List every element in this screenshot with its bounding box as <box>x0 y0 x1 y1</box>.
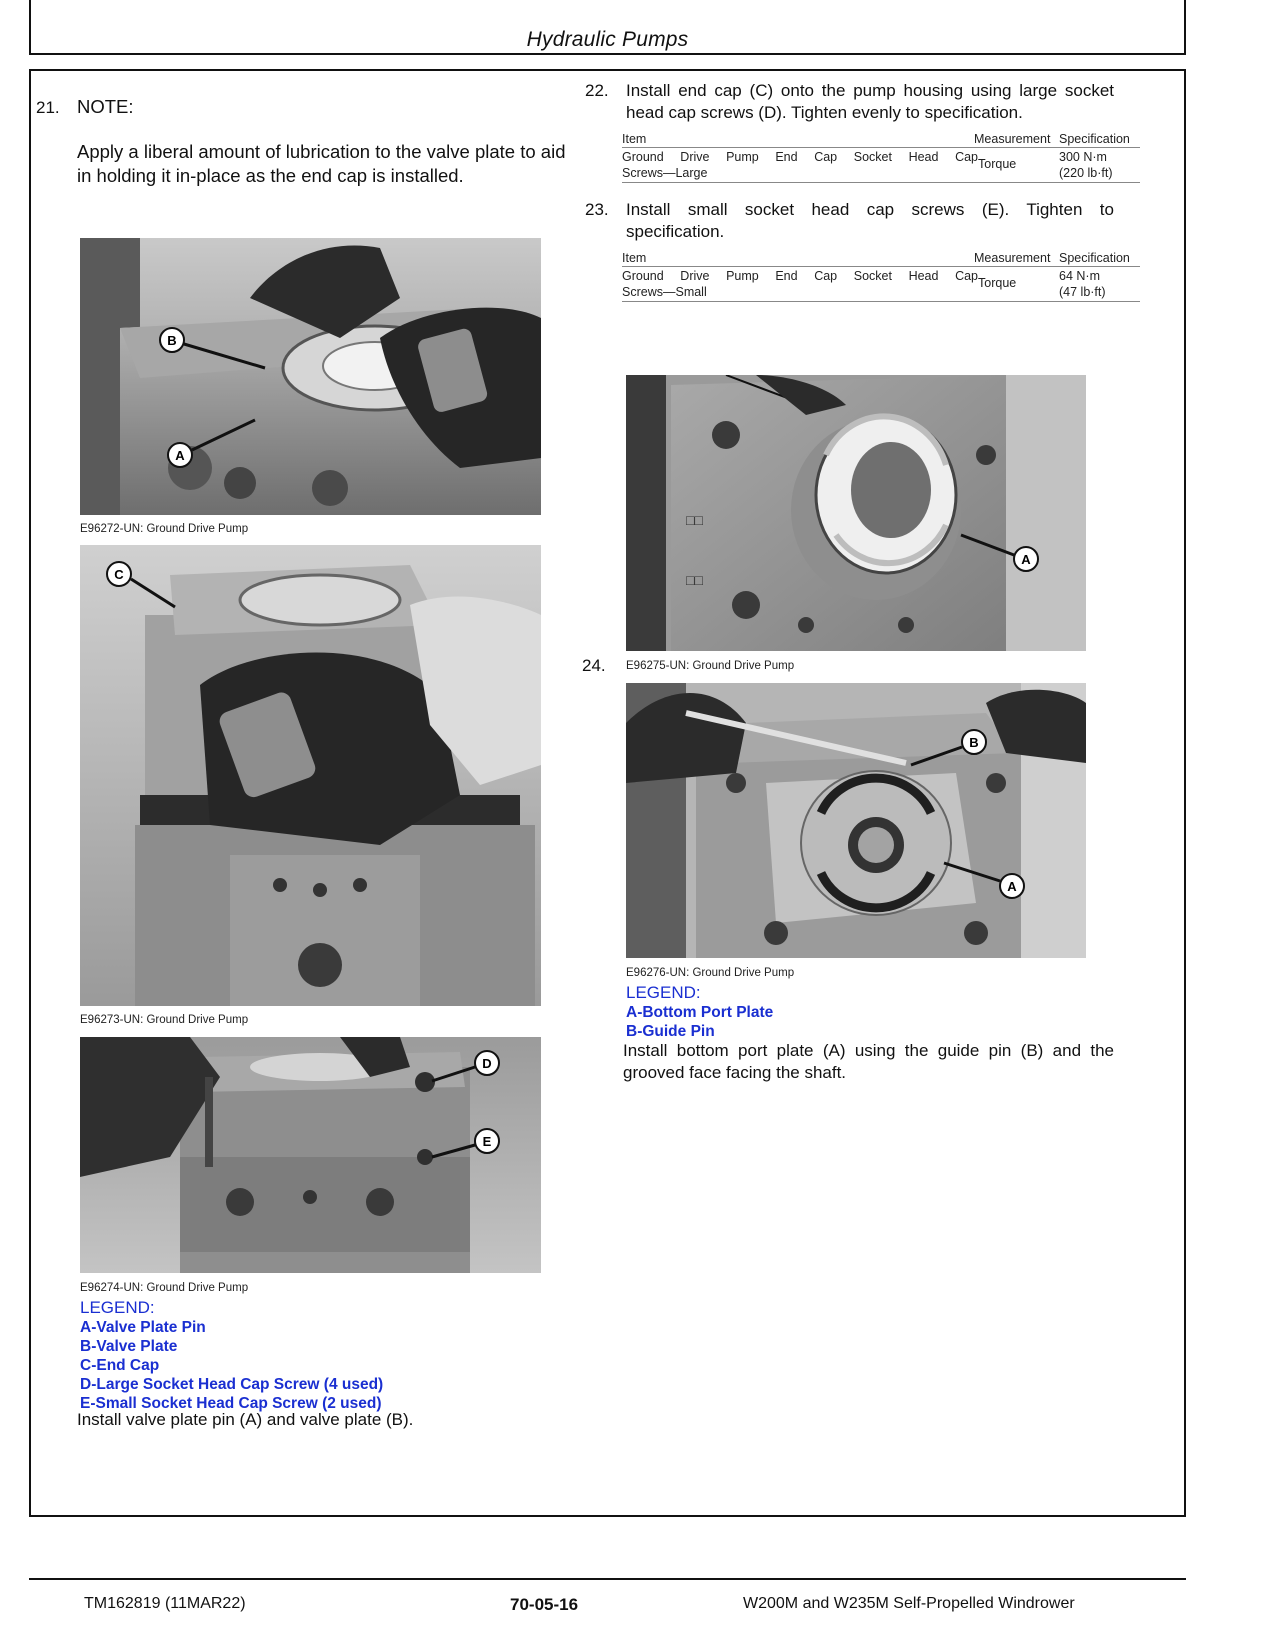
legend-item: B-Guide Pin <box>626 1023 715 1040</box>
spec-measurement-cell: Torque <box>978 276 1017 290</box>
legend-item: C-End Cap <box>80 1357 160 1374</box>
spec-table-22 <box>622 131 1140 183</box>
spec-value-imperial: (220 lb·ft) <box>1059 166 1113 180</box>
footer-rule <box>29 1578 1186 1580</box>
callout-a: A <box>1021 552 1031 567</box>
step-24-instruction: Install bottom port plate (A) using the guide pin (B) and the grooved face facing the shaft. <box>623 1041 1114 1082</box>
spec-value-metric: 64 N·m <box>1059 269 1100 283</box>
callout-e: E <box>482 1134 492 1149</box>
callout-d: D <box>482 1056 492 1071</box>
page-header-title: Hydraulic Pumps <box>526 28 689 51</box>
caption-e96274: E96274-UN: Ground Drive Pump <box>80 1282 249 1294</box>
spec-value-metric: 300 N·m <box>1059 150 1107 164</box>
spec-item-line2: Screws—Large <box>622 166 708 180</box>
callout-a: A <box>175 448 185 463</box>
photo-cap-screws <box>80 1037 541 1273</box>
footer-product: W200M and W235M Self-Propelled Windrower <box>743 1595 1075 1612</box>
step-21-number: 21. <box>36 98 60 117</box>
footer-page-number: 70-05-16 <box>510 1595 579 1614</box>
legend-title-21: LEGEND: <box>80 1298 155 1317</box>
spec-table-row <box>622 148 1140 183</box>
spec-table-23 <box>622 250 1140 302</box>
spec-header-measurement: Measurement <box>974 132 1051 146</box>
photo-bottom-port-plate <box>626 683 1086 958</box>
callout-c: C <box>114 567 124 582</box>
caption-e96273: E96273-UN: Ground Drive Pump <box>80 1014 249 1026</box>
spec-header-specification: Specification <box>1059 251 1130 265</box>
photo-end-cap-install <box>80 545 541 1006</box>
spec-header-measurement: Measurement <box>974 251 1051 265</box>
step-22-number: 22. <box>585 81 609 100</box>
step-21-note-text: Apply a liberal amount of lubrication to the valve plate to aid in holding it in-place as the end cap is installed. <box>77 141 566 186</box>
caption-e96276: E96276-UN: Ground Drive Pump <box>626 967 795 979</box>
spec-item-cell <box>622 149 978 181</box>
step-23-number: 23. <box>585 200 609 219</box>
step-22-text: Install end cap (C) onto the pump housing using large socket head cap screws (D). Tighten evenly to specification. <box>626 81 1114 122</box>
spec-value-imperial: (47 lb·ft) <box>1059 285 1106 299</box>
step-21-instruction: Install valve plate pin (A) and valve plate (B). <box>77 1410 414 1429</box>
spec-header-specification: Specification <box>1059 132 1130 146</box>
legend-title-24: LEGEND: <box>626 983 701 1002</box>
spec-measurement-cell: Torque <box>978 157 1017 171</box>
step-21-note-label: NOTE: <box>77 96 134 117</box>
legend-list-21 <box>80 1318 383 1413</box>
caption-e96275: E96275-UN: Ground Drive Pump <box>626 660 795 672</box>
spec-value-cell <box>1059 268 1106 300</box>
spec-header-item: Item <box>622 132 647 146</box>
legend-list-24 <box>626 1003 773 1041</box>
header-box <box>29 0 1186 55</box>
legend-item: A-Bottom Port Plate <box>626 1004 774 1021</box>
step-23-text: Install small socket head cap screws (E). Tighten to specification. <box>626 200 1114 241</box>
legend-item: B-Valve Plate <box>80 1338 178 1355</box>
svg-text:□□: □□ <box>686 572 703 588</box>
callout-b: B <box>167 333 177 348</box>
svg-text:□□: □□ <box>686 512 703 528</box>
spec-item-line2: Screws—Small <box>622 285 707 299</box>
spec-table-header <box>622 250 1140 267</box>
spec-table-row <box>622 267 1140 302</box>
step-24-number: 24. <box>582 656 606 675</box>
legend-item: E-Small Socket Head Cap Screw (2 used) <box>80 1395 382 1412</box>
spec-item-cell <box>622 268 978 300</box>
spec-table-header <box>622 131 1140 148</box>
legend-item: D-Large Socket Head Cap Screw (4 used) <box>80 1376 384 1393</box>
spec-item-line1: Ground Drive Pump End Cap Socket Head Cap <box>622 150 978 164</box>
caption-e96272: E96272-UN: Ground Drive Pump <box>80 523 249 535</box>
legend-item: A-Valve Plate Pin <box>80 1319 206 1336</box>
callout-a: A <box>1007 879 1017 894</box>
photo-valve-plate-install <box>80 238 541 515</box>
spec-value-cell <box>1059 149 1113 181</box>
callout-b: B <box>969 735 979 750</box>
footer-doc-id: TM162819 (11MAR22) <box>84 1595 246 1612</box>
photo-valve-plate-on-housing <box>626 375 1086 651</box>
spec-item-line1: Ground Drive Pump End Cap Socket Head Cap <box>622 269 978 283</box>
spec-header-item: Item <box>622 251 647 265</box>
